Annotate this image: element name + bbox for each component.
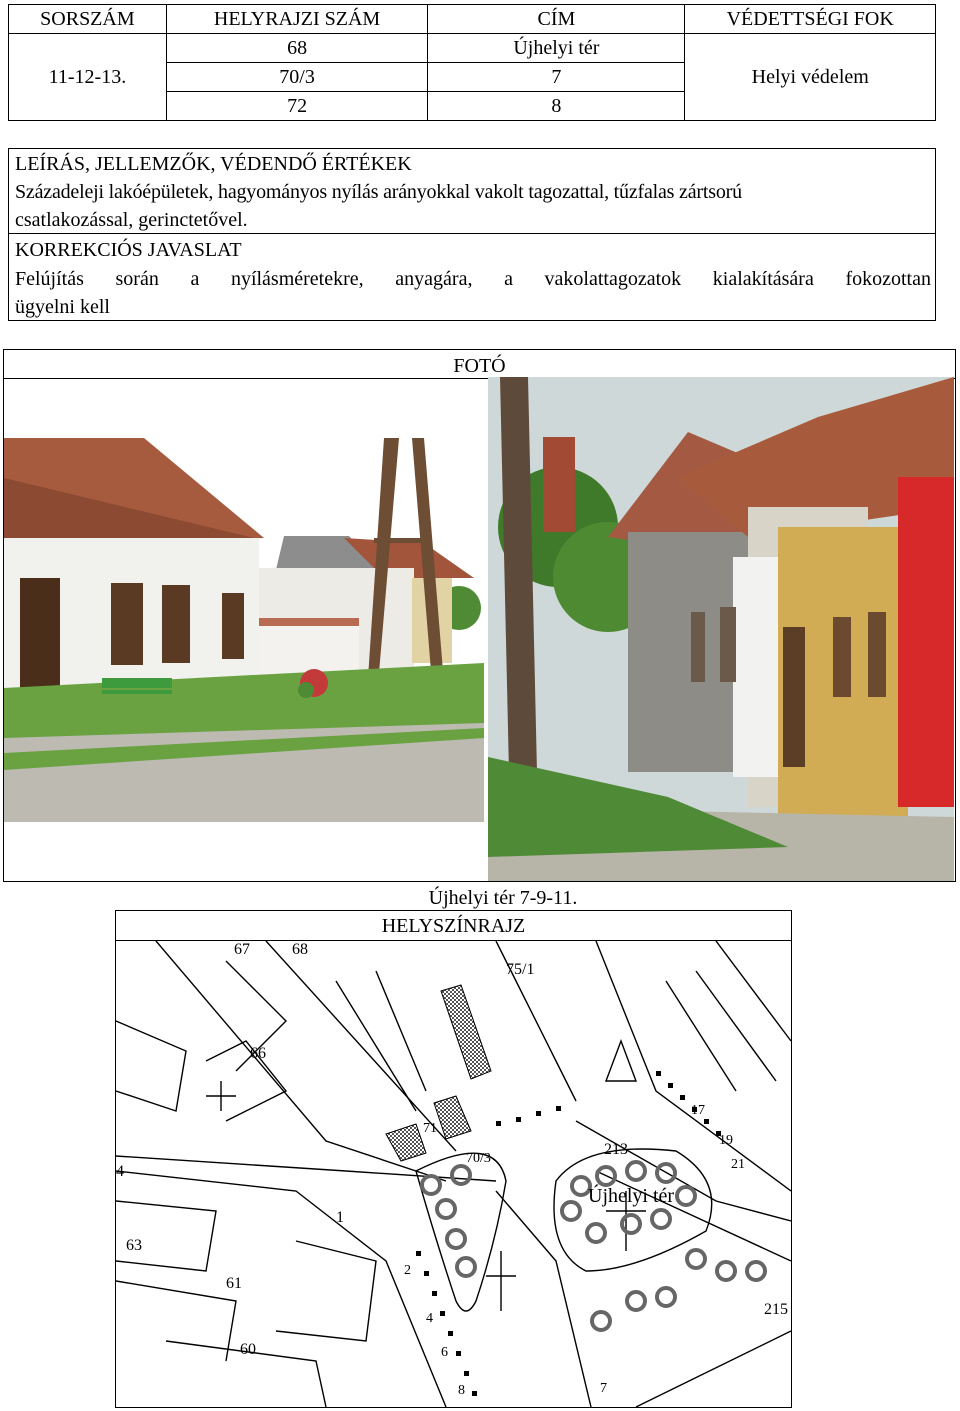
street-photo-right-image — [488, 377, 954, 881]
map-label-19: 19 — [719, 1133, 733, 1148]
map-area — [116, 941, 791, 1407]
map-label-6: 6 — [441, 1345, 448, 1360]
cim-row-2: 7 — [428, 63, 685, 92]
korrekcio-box — [8, 233, 936, 321]
map-label-66: 66 — [250, 1045, 266, 1062]
map-label-70-3: 70/3 — [466, 1151, 491, 1166]
street-photo-left-image — [4, 438, 484, 822]
map-label-2: 2 — [404, 1263, 411, 1278]
map-label-21: 21 — [731, 1157, 745, 1172]
map-label-75-1: 75/1 — [506, 961, 535, 978]
map-label-71: 71 — [423, 1121, 437, 1136]
cim-row-1: Újhelyi tér — [428, 34, 685, 63]
col-helyrajzi-header: HELYRAJZI SZÁM — [166, 5, 428, 34]
col-cim-header: CÍM — [428, 5, 685, 34]
helyrajzi-row-2: 70/3 — [166, 63, 428, 92]
helyrajzi-row-1: 68 — [166, 34, 428, 63]
street-photo-left — [4, 438, 484, 822]
korrekcio-line-2: ügyelni kell — [15, 296, 110, 318]
map-label-63: 63 — [126, 1237, 142, 1254]
cim-row-3: 8 — [428, 92, 685, 121]
map-heading: HELYSZÍNRAJZ — [116, 912, 791, 941]
site-map — [116, 941, 791, 1407]
col-vedettseg-header: VÉDETTSÉGI FOK — [685, 5, 936, 34]
helyrajzi-row-3: 72 — [166, 92, 428, 121]
map-label-68: 68 — [292, 941, 308, 958]
map-label-60: 60 — [240, 1341, 256, 1358]
korrekcio-line-1: Felújítás során a nyílásméretekre, anyagára, a vakolattagozatok kialakítására fokozottan — [15, 268, 931, 290]
map-label-4-left: 4 — [116, 1163, 124, 1180]
street-photo-right — [488, 377, 954, 881]
map-label-67: 67 — [234, 941, 250, 958]
vedettseg-value: Helyi védelem — [685, 34, 936, 121]
col-sorszam-header: SORSZÁM — [9, 5, 167, 34]
map-label-213: 213 — [604, 1141, 628, 1158]
sorszam-value: 11-12-13. — [9, 34, 167, 121]
description-line-2: csatlakozással, gerinctetővel. — [15, 209, 248, 231]
description-box — [8, 148, 936, 234]
description-line-1: Századeleji lakóépületek, hagyományos nyílás arányokkal vakolt tagozattal, tűzfalas zártsorú — [15, 181, 742, 203]
photo-heading: FOTÓ — [4, 352, 955, 379]
photo-caption: Újhelyi tér 7-9-11. — [428, 887, 578, 909]
map-label-4: 4 — [426, 1311, 433, 1326]
description-heading: LEÍRÁS, JELLEMZŐK, VÉDENDŐ ÉRTÉKEK — [15, 153, 412, 175]
map-label-8: 8 — [458, 1383, 465, 1398]
map-label-1: 1 — [336, 1209, 344, 1226]
korrekcio-heading: KORREKCIÓS JAVASLAT — [15, 239, 242, 261]
map-label-17: 17 — [691, 1103, 705, 1118]
map-label-215: 215 — [764, 1301, 788, 1318]
map-label-7: 7 — [600, 1381, 607, 1396]
map-label-61: 61 — [226, 1275, 242, 1292]
header-table — [8, 4, 936, 121]
map-label-ujhelyi-ter: Újhelyi tér — [588, 1185, 675, 1207]
map-box — [115, 910, 792, 1408]
